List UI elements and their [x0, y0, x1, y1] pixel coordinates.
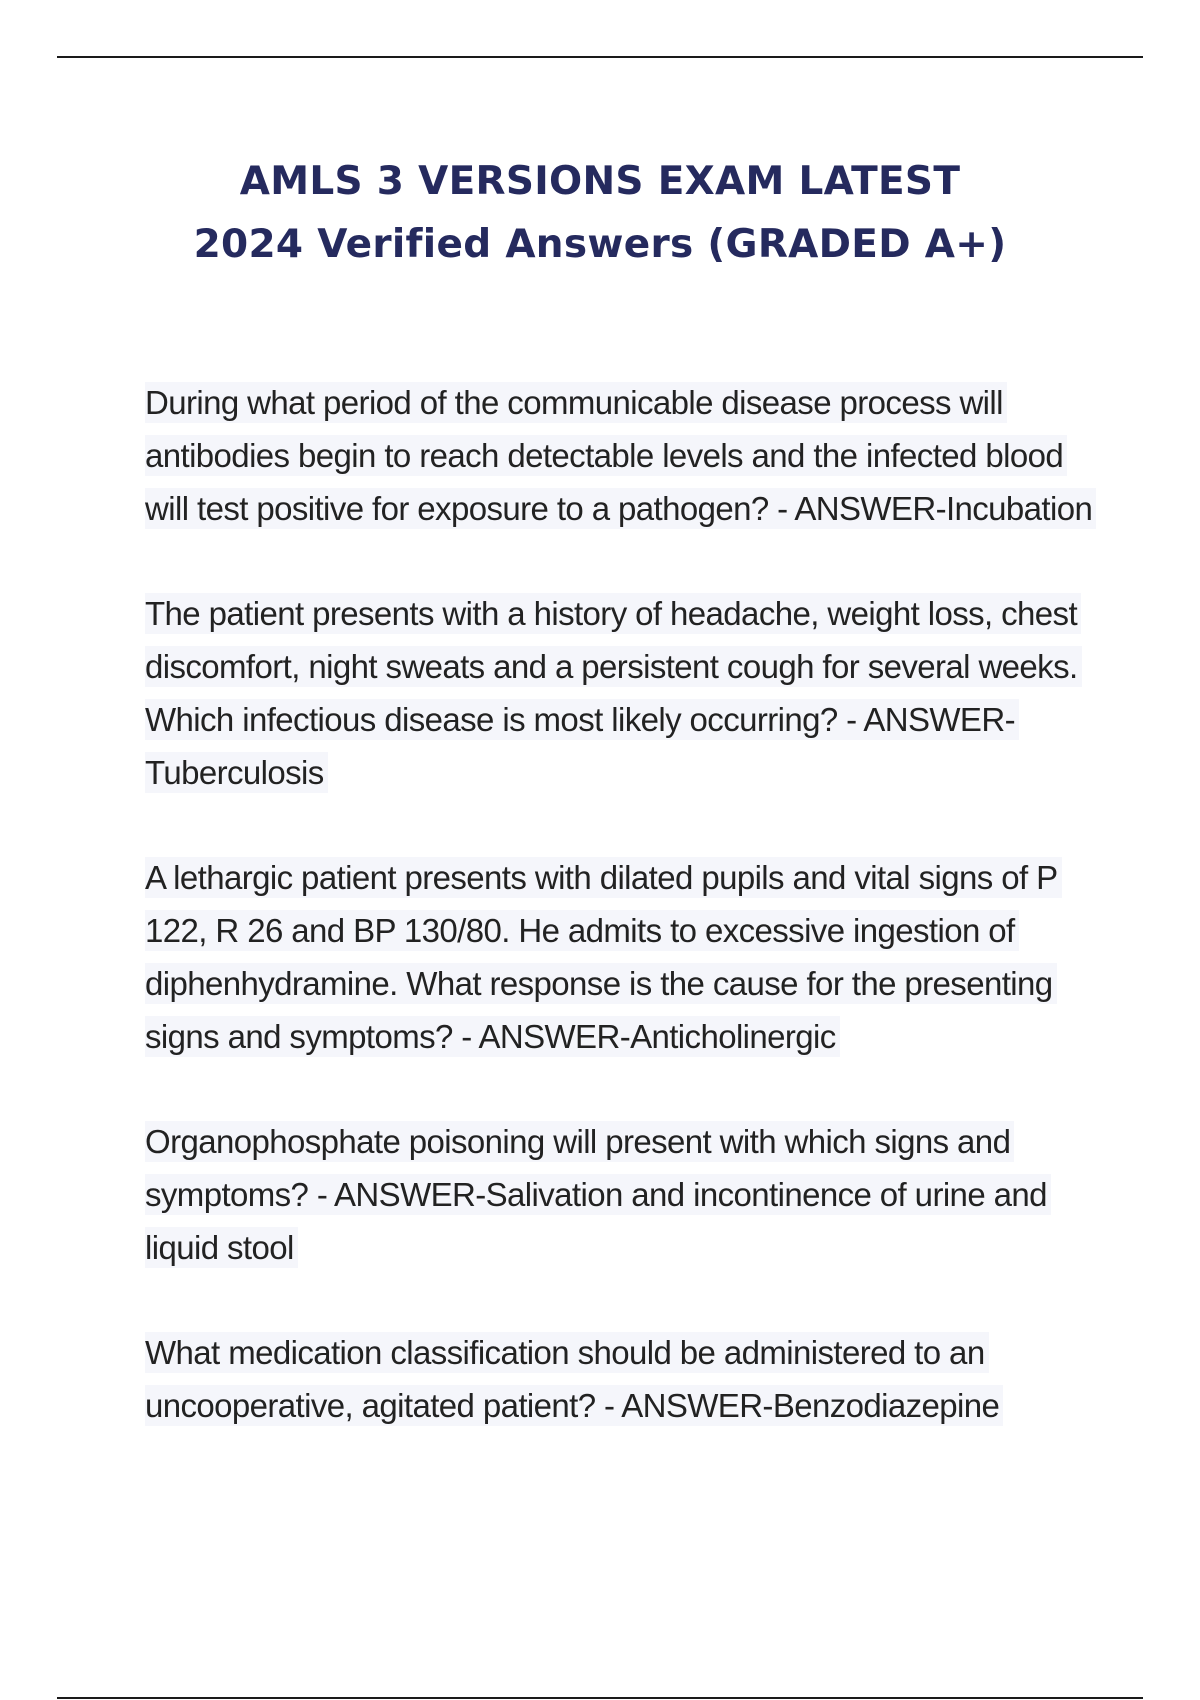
- top-rule: [57, 56, 1143, 58]
- qa-item-text: What medication classification should be administered to an uncooperative, agitated patient? - ANSWER-Benzodiazepine: [145, 1332, 1003, 1426]
- qa-item-text: A lethargic patient presents with dilated pupils and vital signs of P 122, R 26 and BP 130/80. He admits to excessive ingestion of diphenhydramine. What response is the cause for the presenting signs and symptoms? - ANSWER-Anticholinergic: [145, 857, 1062, 1057]
- qa-item-4: [145, 1115, 1105, 1274]
- title-line-1: AMLS 3 VERSIONS EXAM LATEST: [239, 159, 961, 204]
- qa-item-text: During what period of the communicable disease process will antibodies begin to reach detectable levels and the infected blood will test positive for exposure to a pathogen? - ANSWER-Incubation: [145, 382, 1096, 529]
- qa-item-1: [145, 376, 1105, 535]
- qa-item-text: The patient presents with a history of headache, weight loss, chest discomfort, night sweats and a persistent cough for several weeks. Which infectious disease is most likely occurring? - ANSWER-Tuberculosis: [145, 593, 1082, 793]
- qa-list: [145, 376, 1105, 1484]
- title-line-2: 2024 Verified Answers (GRADED A+): [193, 222, 1007, 267]
- qa-item-2: [145, 587, 1105, 799]
- qa-item-5: [145, 1326, 1105, 1432]
- qa-item-text: Organophosphate poisoning will present with which signs and symptoms? - ANSWER-Salivation and incontinence of urine and liquid stool: [145, 1121, 1051, 1268]
- qa-item-3: [145, 851, 1105, 1063]
- document-title: [0, 150, 1200, 276]
- bottom-rule: [57, 1697, 1143, 1699]
